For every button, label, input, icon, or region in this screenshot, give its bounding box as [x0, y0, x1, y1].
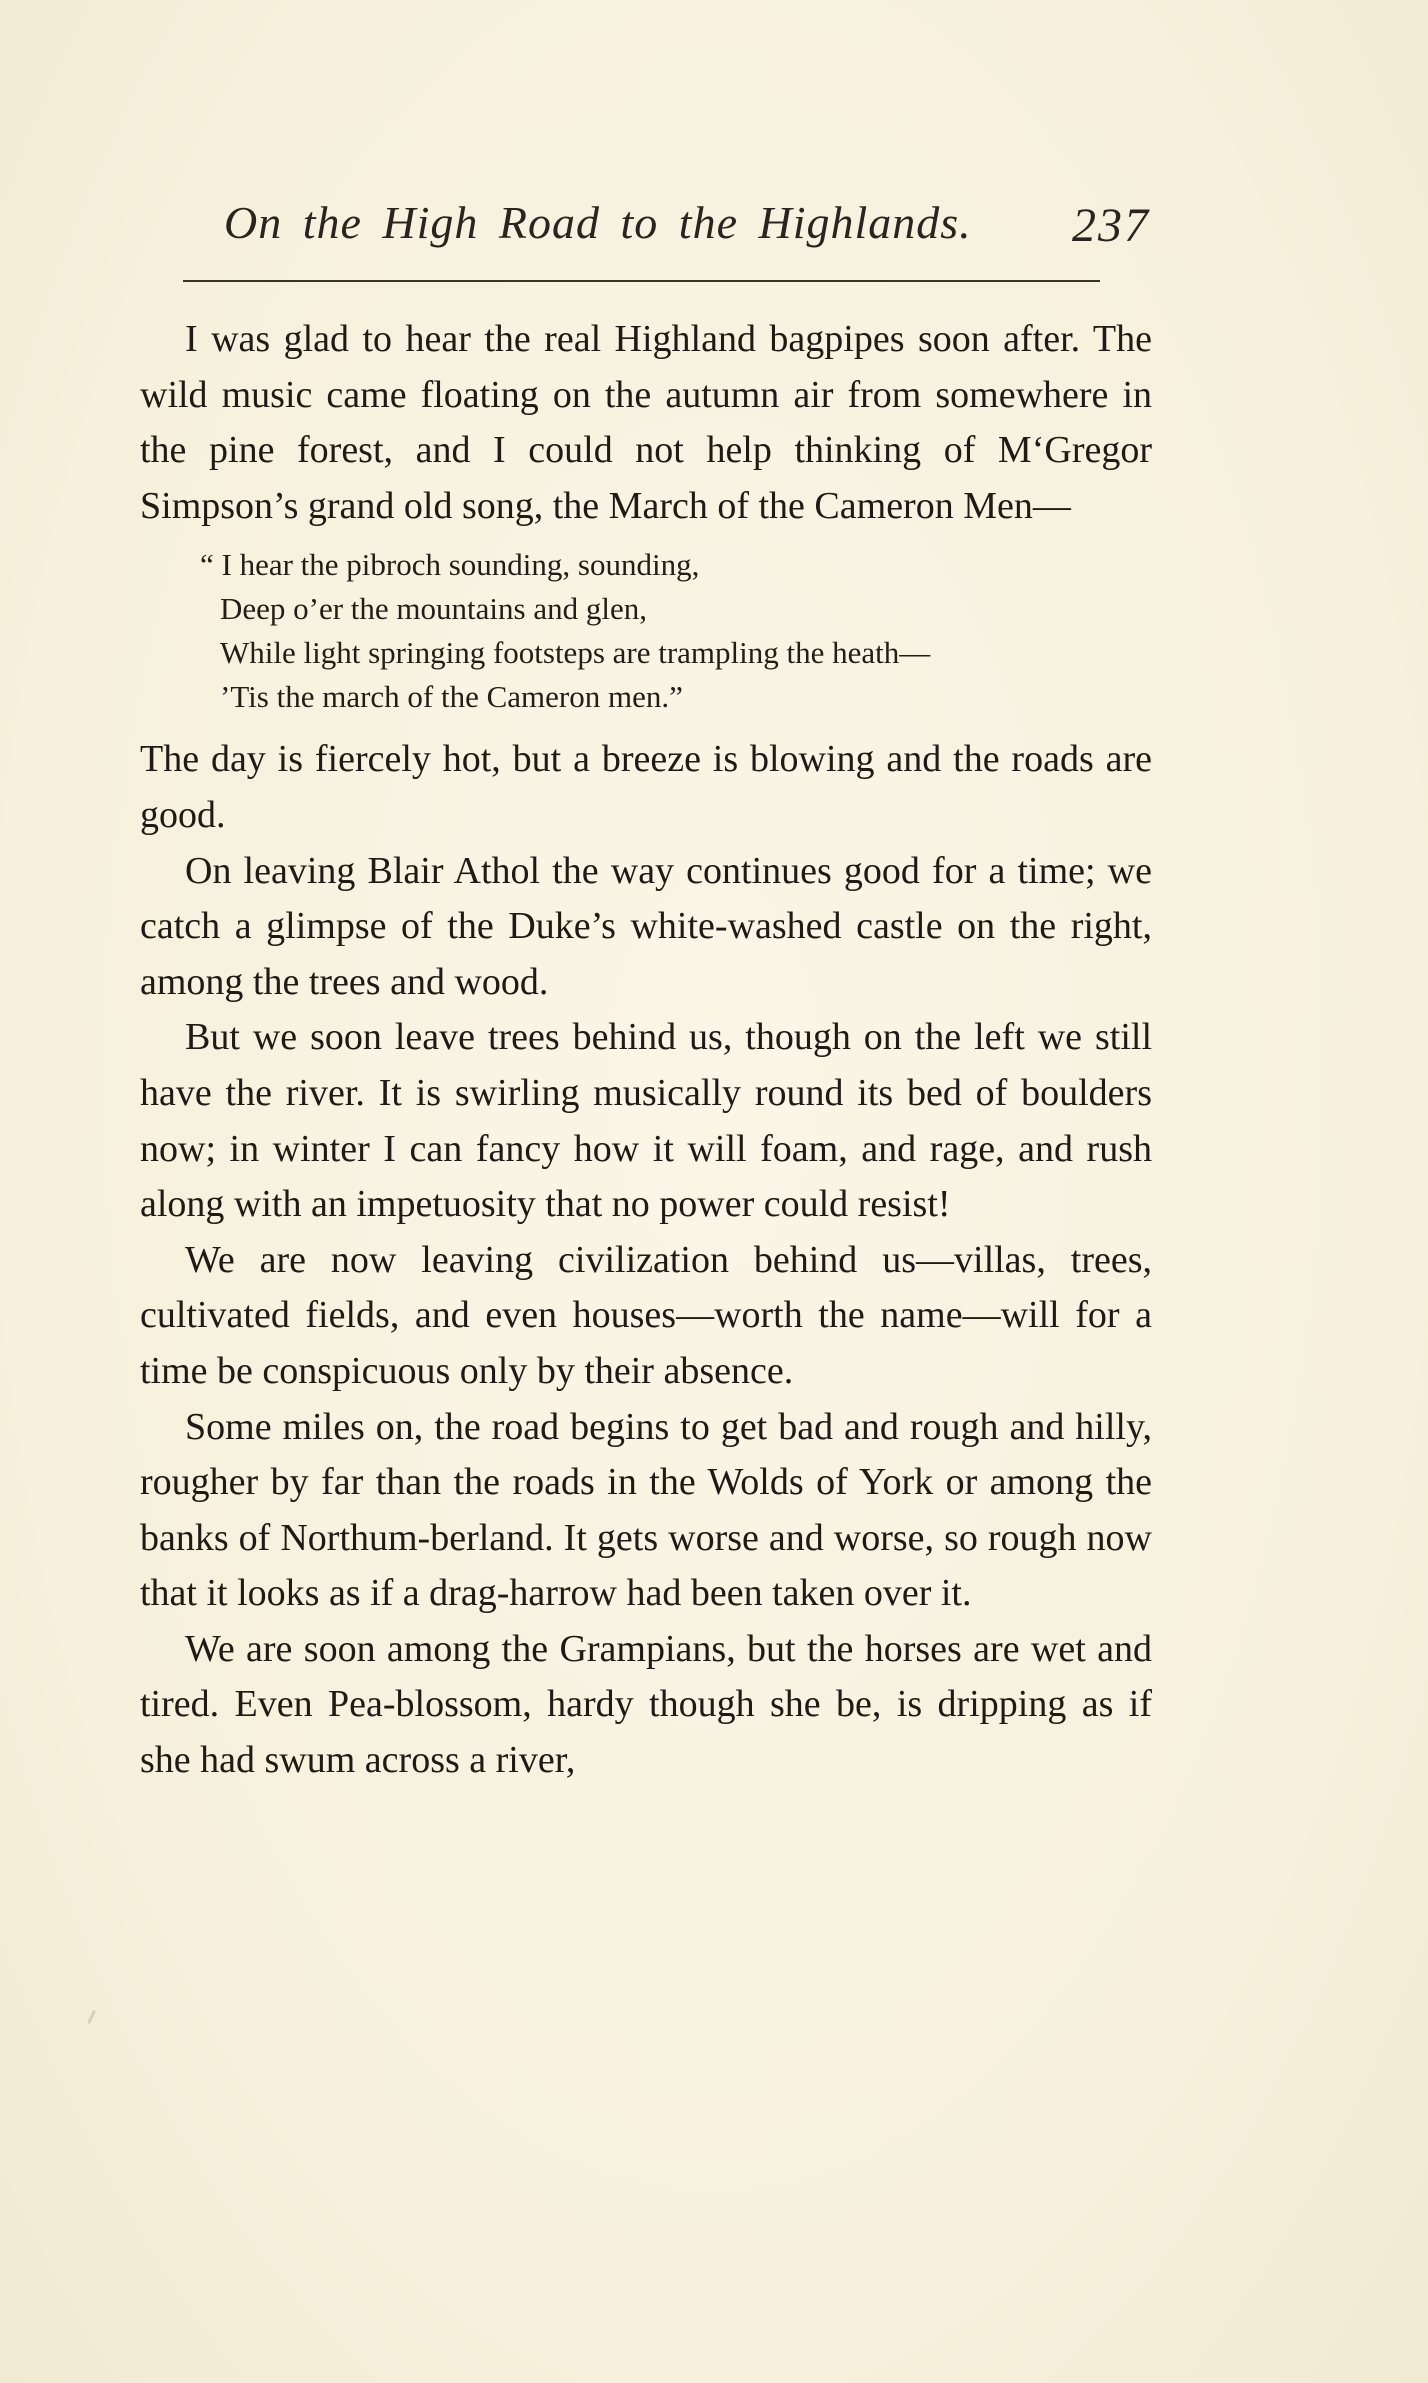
paragraph-4: But we soon leave trees behind us, though on the left we still have the river. It is swirling musically round its bed of boulders now; in winter I can fancy how it will foam, and rage, and rush along with an impetuosity that no power could resist!	[140, 1016, 1152, 1226]
paragraph-5: We are now leaving civilization behind us—villas, trees, cultivated fields, and even houses—worth the name—will for a time be conspicuous only by their absence.	[140, 1238, 1152, 1392]
verse-line-2: Deep o’er the mountains and glen,	[220, 591, 647, 627]
verse-quotation	[200, 543, 1152, 719]
paragraph-6: Some miles on, the road begins to get bad and rough and hilly, rougher by far than the roads in the Wolds of York or among the banks of Northum-berland. It gets worse and worse, so rough now that it looks as if a drag-harrow had been taken over it.	[140, 1405, 1152, 1615]
paragraph-1: I was glad to hear the real Highland bagpipes soon after. The wild music came floating on the autumn air from somewhere in the pine forest, and I could not help thinking of M‘Gregor Simpson’s grand old song, the March of the Cameron Men—	[140, 318, 1152, 527]
verse-line-3: While light springing footsteps are trampling the heath—	[220, 635, 931, 671]
verse-line-1: “ I hear the pibroch sounding, sounding,	[200, 547, 700, 583]
body-text	[140, 312, 1152, 1789]
verse-line-4: ’Tis the march of the Cameron men.”	[220, 679, 683, 715]
running-head	[140, 196, 1156, 266]
paragraph-3: On leaving Blair Athol the way continues good for a time; we catch a glimpse of the Duke’s white-washed castle on the right, among the trees and wood.	[140, 849, 1152, 1003]
header-rule	[183, 280, 1100, 282]
margin-mark	[87, 2010, 96, 2024]
paragraph-7: We are soon among the Grampians, but the horses are wet and tired. Even Pea-blossom, hardy though she be, is dripping as if she had swum across a river,	[140, 1627, 1152, 1782]
page-number: 237	[1072, 199, 1150, 252]
paragraph-2: The day is fiercely hot, but a breeze is blowing and the roads are good.	[140, 738, 1152, 836]
running-title: On the High Road to the Highlands.	[224, 197, 972, 248]
